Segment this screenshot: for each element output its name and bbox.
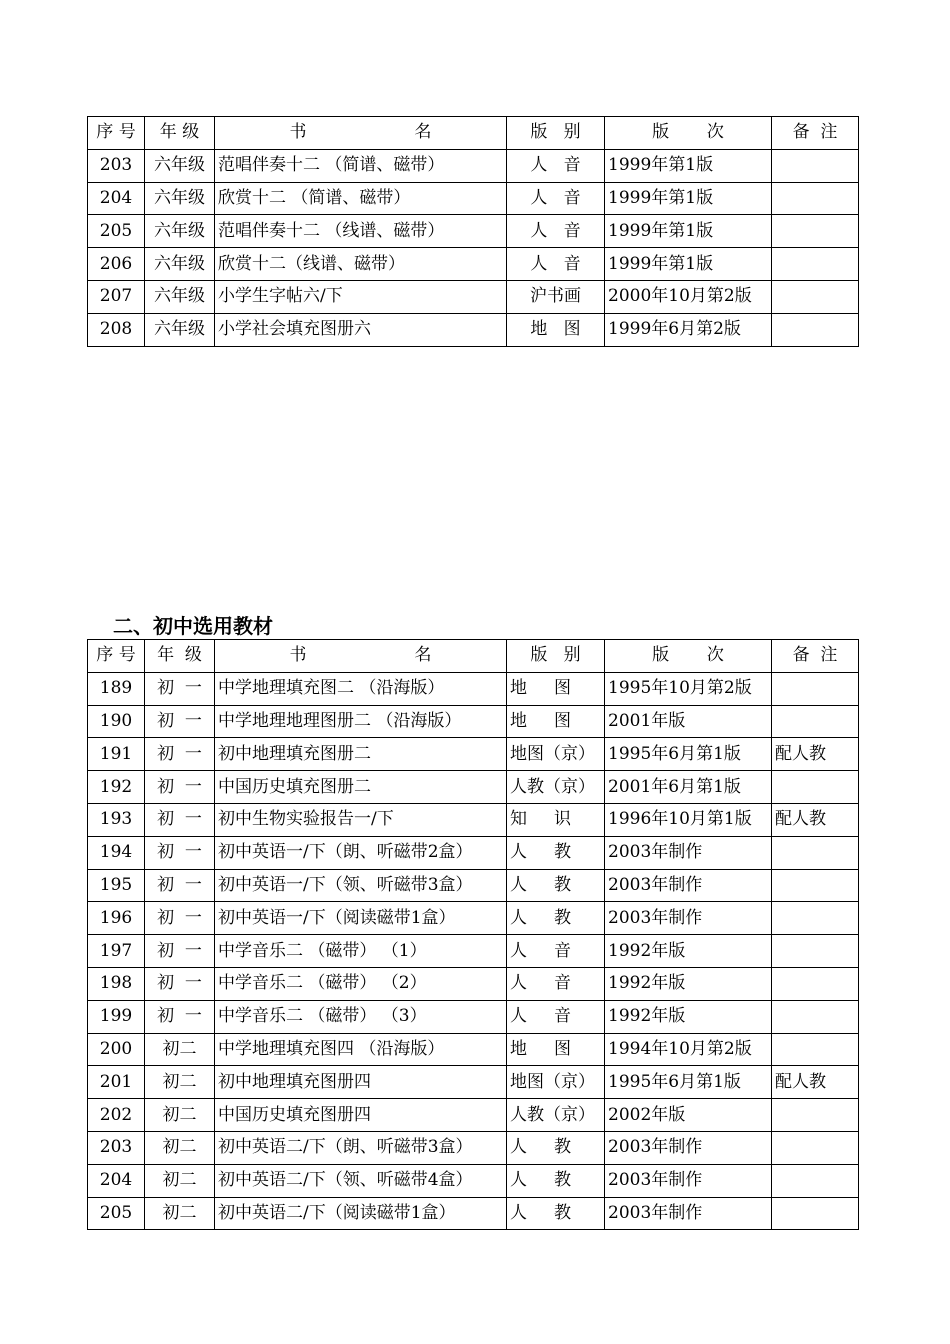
cell-grade: 初二	[145, 1197, 215, 1230]
cell-publisher: 人 音	[507, 1000, 605, 1033]
header-note: 备 注	[772, 117, 859, 150]
table-header-row	[88, 640, 859, 673]
cell-publisher: 人 音	[507, 967, 605, 1000]
table-row	[88, 280, 859, 313]
cell-name: 中国历史填充图册四	[215, 1099, 507, 1132]
cell-note	[772, 935, 859, 968]
cell-publisher: 人 音	[507, 182, 605, 215]
table-row	[88, 902, 859, 935]
cell-publisher: 人 教	[507, 1197, 605, 1230]
cell-no: 200	[88, 1033, 145, 1066]
cell-publisher: 地图（京）	[507, 1066, 605, 1099]
table-row	[88, 803, 859, 836]
table-row	[88, 771, 859, 804]
cell-note	[772, 1099, 859, 1132]
cell-grade: 六年级	[145, 215, 215, 248]
cell-edition: 2003年制作	[605, 1131, 772, 1164]
cell-no: 189	[88, 672, 145, 705]
header-name: 书 名	[215, 117, 507, 150]
cell-publisher: 地 图	[507, 672, 605, 705]
table-row	[88, 836, 859, 869]
table-row	[88, 313, 859, 346]
table-row	[88, 1099, 859, 1132]
cell-grade: 初 一	[145, 672, 215, 705]
header-no: 序 号	[88, 117, 145, 150]
header-publisher: 版 别	[507, 117, 605, 150]
cell-no: 199	[88, 1000, 145, 1033]
header-grade: 年 级	[145, 117, 215, 150]
cell-note	[772, 215, 859, 248]
cell-grade: 六年级	[145, 280, 215, 313]
cell-name: 初中英语二/下（朗、听磁带3盒）	[215, 1131, 507, 1164]
cell-no: 197	[88, 935, 145, 968]
cell-name: 范唱伴奏十二 （线谱、磁带）	[215, 215, 507, 248]
cell-note	[772, 1000, 859, 1033]
cell-note	[772, 771, 859, 804]
cell-name: 初中英语二/下（阅读磁带1盒）	[215, 1197, 507, 1230]
cell-note	[772, 280, 859, 313]
cell-no: 198	[88, 967, 145, 1000]
cell-name: 初中地理填充图册二	[215, 738, 507, 771]
table-row	[88, 935, 859, 968]
cell-name: 范唱伴奏十二 （简谱、磁带）	[215, 149, 507, 182]
section-title: 二、初中选用教材	[113, 614, 273, 638]
table-row	[88, 967, 859, 1000]
table-header-row	[88, 117, 859, 150]
cell-publisher: 人 音	[507, 215, 605, 248]
cell-note	[772, 836, 859, 869]
cell-name: 中学地理填充图二 （沿海版）	[215, 672, 507, 705]
cell-no: 204	[88, 182, 145, 215]
cell-edition: 1995年6月第1版	[605, 738, 772, 771]
cell-edition: 1999年第1版	[605, 182, 772, 215]
cell-grade: 初二	[145, 1066, 215, 1099]
cell-grade: 六年级	[145, 248, 215, 281]
cell-note	[772, 967, 859, 1000]
cell-publisher: 人 教	[507, 1164, 605, 1197]
cell-name: 初中英语二/下（领、听磁带4盒）	[215, 1164, 507, 1197]
header-no: 序 号	[88, 640, 145, 673]
table-row	[88, 1131, 859, 1164]
cell-no: 205	[88, 215, 145, 248]
cell-note	[772, 902, 859, 935]
cell-edition: 1995年10月第2版	[605, 672, 772, 705]
cell-edition: 2003年制作	[605, 902, 772, 935]
cell-edition: 2000年10月第2版	[605, 280, 772, 313]
cell-note	[772, 1197, 859, 1230]
cell-edition: 2003年制作	[605, 1197, 772, 1230]
cell-edition: 2003年制作	[605, 869, 772, 902]
cell-publisher: 人 音	[507, 248, 605, 281]
cell-publisher: 人 教	[507, 902, 605, 935]
cell-edition: 1992年版	[605, 967, 772, 1000]
cell-edition: 1999年6月第2版	[605, 313, 772, 346]
cell-no: 208	[88, 313, 145, 346]
cell-no: 195	[88, 869, 145, 902]
cell-edition: 2002年版	[605, 1099, 772, 1132]
cell-grade: 初二	[145, 1033, 215, 1066]
cell-no: 194	[88, 836, 145, 869]
cell-name: 中国历史填充图册二	[215, 771, 507, 804]
cell-name: 小学社会填充图册六	[215, 313, 507, 346]
cell-no: 203	[88, 149, 145, 182]
table-row	[88, 1033, 859, 1066]
cell-edition: 1999年第1版	[605, 248, 772, 281]
header-edition: 版 次	[605, 117, 772, 150]
cell-edition: 1999年第1版	[605, 149, 772, 182]
table-row	[88, 869, 859, 902]
cell-publisher: 地 图	[507, 1033, 605, 1066]
header-note: 备 注	[772, 640, 859, 673]
cell-name: 小学生字帖六/下	[215, 280, 507, 313]
cell-note: 配人教	[772, 1066, 859, 1099]
cell-publisher: 人 音	[507, 935, 605, 968]
cell-name: 初中地理填充图册四	[215, 1066, 507, 1099]
cell-grade: 初 一	[145, 771, 215, 804]
cell-no: 196	[88, 902, 145, 935]
cell-grade: 初二	[145, 1131, 215, 1164]
cell-note	[772, 1033, 859, 1066]
cell-edition: 2001年6月第1版	[605, 771, 772, 804]
cell-edition: 2001年版	[605, 705, 772, 738]
cell-grade: 六年级	[145, 313, 215, 346]
table-row	[88, 248, 859, 281]
cell-note: 配人教	[772, 738, 859, 771]
cell-grade: 初二	[145, 1099, 215, 1132]
cell-no: 207	[88, 280, 145, 313]
cell-publisher: 地 图	[507, 705, 605, 738]
header-grade: 年 级	[145, 640, 215, 673]
table-row	[88, 672, 859, 705]
cell-name: 中学音乐二 （磁带） （3）	[215, 1000, 507, 1033]
cell-grade: 初二	[145, 1164, 215, 1197]
cell-name: 中学地理填充图四 （沿海版）	[215, 1033, 507, 1066]
table-row	[88, 738, 859, 771]
cell-note: 配人教	[772, 803, 859, 836]
cell-name: 初中英语一/下（领、听磁带3盒）	[215, 869, 507, 902]
cell-grade: 初 一	[145, 705, 215, 738]
cell-name: 中学音乐二 （磁带） （1）	[215, 935, 507, 968]
table-row	[88, 215, 859, 248]
cell-grade: 初 一	[145, 738, 215, 771]
cell-edition: 2003年制作	[605, 1164, 772, 1197]
cell-grade: 六年级	[145, 149, 215, 182]
table-row	[88, 1000, 859, 1033]
cell-grade: 初 一	[145, 836, 215, 869]
textbook-table-grade6	[87, 116, 859, 347]
cell-edition: 1992年版	[605, 935, 772, 968]
table-row	[88, 1197, 859, 1230]
cell-grade: 初 一	[145, 869, 215, 902]
table-row	[88, 1066, 859, 1099]
cell-no: 205	[88, 1197, 145, 1230]
cell-note	[772, 869, 859, 902]
header-edition: 版 次	[605, 640, 772, 673]
cell-name: 欣赏十二（线谱、磁带）	[215, 248, 507, 281]
cell-name: 初中生物实验报告一/下	[215, 803, 507, 836]
cell-grade: 初 一	[145, 967, 215, 1000]
cell-no: 191	[88, 738, 145, 771]
cell-publisher: 沪书画	[507, 280, 605, 313]
cell-grade: 六年级	[145, 182, 215, 215]
cell-edition: 1996年10月第1版	[605, 803, 772, 836]
cell-publisher: 人教（京）	[507, 771, 605, 804]
cell-publisher: 地 图	[507, 313, 605, 346]
cell-publisher: 地图（京）	[507, 738, 605, 771]
cell-publisher: 人 教	[507, 869, 605, 902]
cell-no: 190	[88, 705, 145, 738]
cell-edition: 2003年制作	[605, 836, 772, 869]
header-publisher: 版 别	[507, 640, 605, 673]
cell-no: 202	[88, 1099, 145, 1132]
cell-publisher: 人 教	[507, 836, 605, 869]
cell-name: 初中英语一/下（朗、听磁带2盒）	[215, 836, 507, 869]
cell-edition: 1999年第1版	[605, 215, 772, 248]
cell-note	[772, 182, 859, 215]
cell-note	[772, 1164, 859, 1197]
cell-name: 欣赏十二 （简谱、磁带）	[215, 182, 507, 215]
cell-publisher: 知 识	[507, 803, 605, 836]
cell-name: 中学音乐二 （磁带） （2）	[215, 967, 507, 1000]
cell-note	[772, 313, 859, 346]
cell-name: 中学地理地理图册二 （沿海版）	[215, 705, 507, 738]
header-name: 书 名	[215, 640, 507, 673]
cell-no: 201	[88, 1066, 145, 1099]
textbook-table-junior-high	[87, 639, 859, 1230]
cell-note	[772, 672, 859, 705]
cell-no: 193	[88, 803, 145, 836]
cell-edition: 1992年版	[605, 1000, 772, 1033]
cell-no: 204	[88, 1164, 145, 1197]
cell-edition: 1994年10月第2版	[605, 1033, 772, 1066]
cell-grade: 初 一	[145, 803, 215, 836]
cell-no: 206	[88, 248, 145, 281]
cell-note	[772, 149, 859, 182]
table-row	[88, 182, 859, 215]
cell-note	[772, 1131, 859, 1164]
cell-edition: 1995年6月第1版	[605, 1066, 772, 1099]
table-row	[88, 705, 859, 738]
cell-no: 192	[88, 771, 145, 804]
cell-no: 203	[88, 1131, 145, 1164]
table-row	[88, 1164, 859, 1197]
cell-publisher: 人教（京）	[507, 1099, 605, 1132]
cell-grade: 初 一	[145, 902, 215, 935]
cell-name: 初中英语一/下（阅读磁带1盒）	[215, 902, 507, 935]
cell-note	[772, 248, 859, 281]
table-row	[88, 149, 859, 182]
cell-grade: 初 一	[145, 1000, 215, 1033]
cell-publisher: 人 教	[507, 1131, 605, 1164]
cell-publisher: 人 音	[507, 149, 605, 182]
cell-grade: 初 一	[145, 935, 215, 968]
cell-note	[772, 705, 859, 738]
